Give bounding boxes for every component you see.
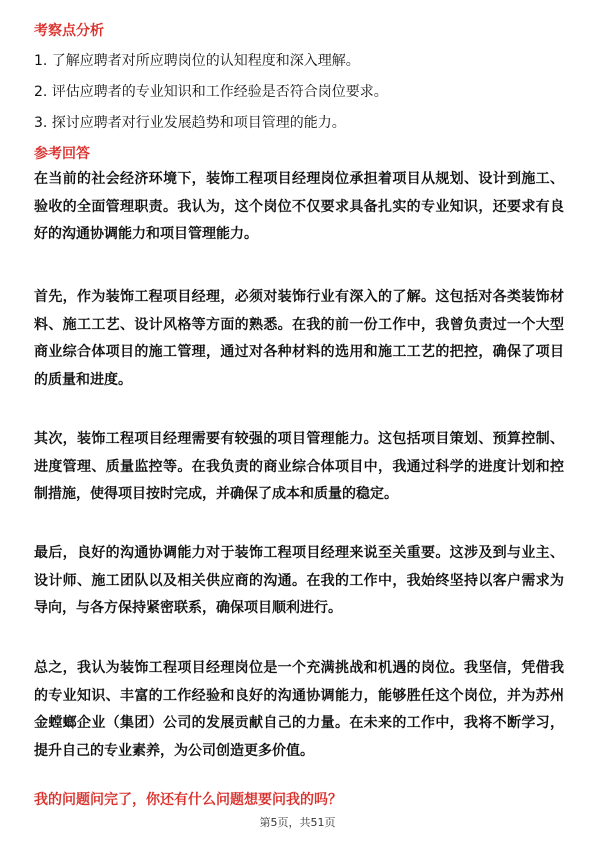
answer-paragraph: 最后，良好的沟通协调能力对于装饰工程项目经理来说至关重要。这涉及到与业主、设计师、施工团队以及相关供应商的沟通。在我的工作中，我始终坚持以客户需求为导向，与各方保持紧密联系，确保项目顺利进行。 — [34, 545, 564, 616]
answer-paragraph: 其次，装饰工程项目经理需要有较强的项目管理能力。这包括项目策划、预算控制、进度管理、质量监控等。在我负责的商业综合体项目中，我通过科学的进度计划和控制措施，使得项目按时完成，并确保了成本和质量的稳定。 — [34, 431, 564, 502]
answer-heading: 参考回答 — [34, 146, 90, 162]
answer-paragraph: 首先，作为装饰工程项目经理，必须对装饰行业有深入的了解。这包括对各类装饰材料、施工工艺、设计风格等方面的熟悉。在我的前一份工作中，我曾负责过一个大型商业综合体项目的施工管理，通过对各种材料的选用和施工工艺的把控，确保了项目的质量和进度。 — [34, 289, 564, 388]
closing-question: 我的问题问完了，你还有什么问题想要问我的吗？ — [34, 792, 342, 808]
analysis-heading: 考察点分析 — [34, 23, 104, 39]
analysis-item: 2. 评估应聘者的专业知识和工作经验是否符合岗位要求。 — [34, 84, 388, 100]
page-footer: 第5页，共51页 — [259, 816, 336, 829]
analysis-item: 3. 探讨应聘者对行业发展趋势和项目管理的能力。 — [34, 115, 346, 131]
analysis-item: 1. 了解应聘者对所应聘岗位的认知程度和深入理解。 — [34, 53, 360, 69]
analysis-list — [34, 52, 388, 145]
answer-paragraph: 在当前的社会经济环境下，装饰工程项目经理岗位承担着项目从规划、设计到施工、验收的全面管理职责。我认为，这个岗位不仅要求具备扎实的专业知识，还要求有良好的沟通协调能力和项目管理能力。 — [34, 171, 564, 242]
answer-paragraph: 总之，我认为装饰工程项目经理岗位是一个充满挑战和机遇的岗位。我坚信，凭借我的专业知识、丰富的工作经验和良好的沟通协调能力，能够胜任这个岗位，并为苏州金螳螂企业（集团）公司的发展贡献自己的力量。在未来的工作中，我将不断学习，提升自己的专业素养，为公司创造更多价值。 — [34, 660, 564, 759]
